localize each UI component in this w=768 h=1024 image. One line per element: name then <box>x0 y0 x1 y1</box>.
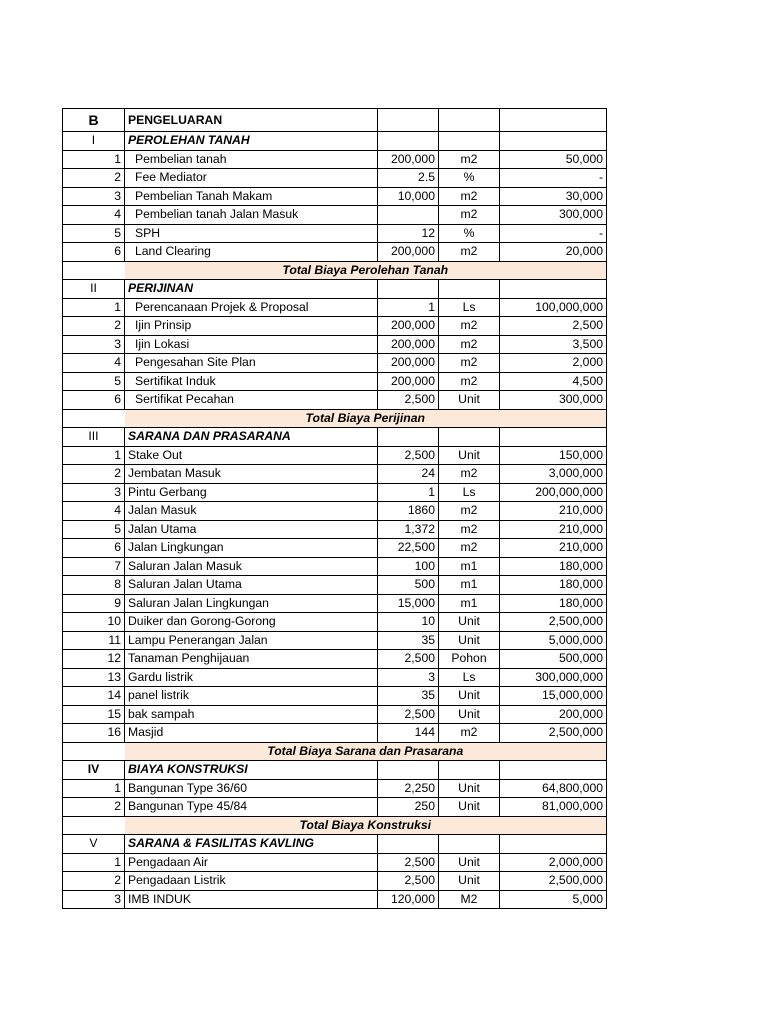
item-name-cell[interactable]: Pembelian tanah <box>125 150 378 169</box>
item-number-cell[interactable]: 7 <box>63 557 125 576</box>
item-price-cell[interactable]: 3,500 <box>500 335 607 354</box>
item-name-cell[interactable]: Ijin Lokasi <box>125 335 378 354</box>
item-price-cell[interactable]: 2,500,000 <box>500 724 607 743</box>
item-unit-cell[interactable]: m2 <box>439 465 500 484</box>
item-price-cell[interactable]: 30,000 <box>500 187 607 206</box>
qty-cell[interactable] <box>378 761 439 780</box>
unit-cell[interactable] <box>439 428 500 447</box>
item-name-cell[interactable]: SPH <box>125 224 378 243</box>
item-price-cell[interactable]: 300,000,000 <box>500 668 607 687</box>
qty-cell[interactable] <box>378 835 439 854</box>
item-name-cell[interactable]: Lampu Penerangan Jalan <box>125 631 378 650</box>
group-title-cell[interactable]: SARANA & FASILITAS KAVLING <box>125 835 378 854</box>
group-roman-cell[interactable]: I <box>63 132 125 151</box>
item-row <box>63 224 607 243</box>
item-number-cell[interactable]: 2 <box>63 465 125 484</box>
item-quantity-cell[interactable]: 2.5 <box>378 169 439 188</box>
item-row <box>63 150 607 169</box>
item-unit-cell[interactable]: m2 <box>439 724 500 743</box>
item-price-cell[interactable]: 3,000,000 <box>500 465 607 484</box>
item-name-cell[interactable]: Pengadaan Air <box>125 853 378 872</box>
item-row <box>63 594 607 613</box>
item-price-cell[interactable]: 100,000,000 <box>500 298 607 317</box>
item-quantity-cell[interactable]: 1 <box>378 483 439 502</box>
group-total-row <box>63 261 607 280</box>
group-roman-cell[interactable]: IV <box>63 761 125 780</box>
item-price-cell[interactable]: 5,000,000 <box>500 631 607 650</box>
item-name-cell[interactable]: Saluran Jalan Masuk <box>125 557 378 576</box>
item-quantity-cell[interactable]: 3 <box>378 668 439 687</box>
item-price-cell[interactable]: 500,000 <box>500 650 607 669</box>
item-name-cell[interactable]: Jalan Utama <box>125 520 378 539</box>
item-name-cell[interactable]: Land Clearing <box>125 243 378 262</box>
item-unit-cell[interactable]: M2 <box>439 890 500 909</box>
item-number-cell[interactable]: 14 <box>63 687 125 706</box>
item-number-cell[interactable]: 4 <box>63 206 125 225</box>
item-row <box>63 354 607 373</box>
item-quantity-cell[interactable]: 2,500 <box>378 446 439 465</box>
item-unit-cell[interactable]: Unit <box>439 446 500 465</box>
item-price-cell[interactable]: 200,000 <box>500 705 607 724</box>
item-unit-cell[interactable]: Unit <box>439 853 500 872</box>
group-total-row <box>63 409 607 428</box>
group-header-row <box>63 835 607 854</box>
item-name-cell[interactable]: Pengesahan Site Plan <box>125 354 378 373</box>
item-unit-cell[interactable]: Ls <box>439 298 500 317</box>
item-row <box>63 502 607 521</box>
item-row <box>63 668 607 687</box>
item-name-cell[interactable]: Perencanaan Projek & Proposal <box>125 298 378 317</box>
qty-cell[interactable] <box>378 280 439 299</box>
item-name-cell[interactable]: Ijin Prinsip <box>125 317 378 336</box>
item-quantity-cell[interactable]: 2,500 <box>378 650 439 669</box>
item-number-cell[interactable]: 6 <box>63 539 125 558</box>
item-name-cell[interactable]: Duiker dan Gorong-Gorong <box>125 613 378 632</box>
group-title-cell[interactable]: BIAYA KONSTRUKSI <box>125 761 378 780</box>
item-unit-cell[interactable]: Unit <box>439 779 500 798</box>
item-name-cell[interactable]: Pembelian Tanah Makam <box>125 187 378 206</box>
item-unit-cell[interactable]: m2 <box>439 335 500 354</box>
item-unit-cell[interactable]: m2 <box>439 317 500 336</box>
item-row <box>63 724 607 743</box>
price-cell[interactable] <box>500 109 607 132</box>
item-row <box>63 465 607 484</box>
item-row <box>63 391 607 410</box>
item-row <box>63 335 607 354</box>
item-row <box>63 206 607 225</box>
section-header-row <box>63 109 607 132</box>
item-price-cell[interactable]: 210,000 <box>500 502 607 521</box>
item-row <box>63 798 607 817</box>
item-quantity-cell[interactable]: 2,500 <box>378 872 439 891</box>
unit-cell[interactable] <box>439 761 500 780</box>
item-quantity-cell[interactable]: 12 <box>378 224 439 243</box>
item-number-cell[interactable]: 3 <box>63 483 125 502</box>
item-number-cell[interactable]: 1 <box>63 779 125 798</box>
item-number-cell[interactable]: 1 <box>63 298 125 317</box>
item-price-cell[interactable]: 200,000,000 <box>500 483 607 502</box>
item-number-cell[interactable]: 1 <box>63 150 125 169</box>
item-quantity-cell[interactable]: 1 <box>378 298 439 317</box>
item-number-cell[interactable]: 12 <box>63 650 125 669</box>
group-total-label[interactable]: Total Biaya Konstruksi <box>125 816 607 835</box>
item-unit-cell[interactable]: m1 <box>439 557 500 576</box>
group-total-label[interactable]: Total Biaya Perolehan Tanah <box>125 261 607 280</box>
item-row <box>63 853 607 872</box>
item-name-cell[interactable]: IMB INDUK <box>125 890 378 909</box>
item-number-cell[interactable]: 5 <box>63 520 125 539</box>
item-name-cell[interactable]: Fee Mediator <box>125 169 378 188</box>
item-number-cell[interactable]: 3 <box>63 890 125 909</box>
item-quantity-cell[interactable]: 200,000 <box>378 243 439 262</box>
item-number-cell[interactable]: 3 <box>63 335 125 354</box>
item-number-cell[interactable]: 1 <box>63 446 125 465</box>
item-price-cell[interactable]: 210,000 <box>500 539 607 558</box>
item-row <box>63 890 607 909</box>
group-title-cell[interactable]: PEROLEHAN TANAH <box>125 132 378 151</box>
item-number-cell[interactable]: 8 <box>63 576 125 595</box>
item-number-cell[interactable]: 2 <box>63 872 125 891</box>
item-name-cell[interactable]: Jalan Lingkungan <box>125 539 378 558</box>
group-title-cell[interactable]: SARANA DAN PRASARANA <box>125 428 378 447</box>
group-header-row <box>63 761 607 780</box>
item-quantity-cell[interactable]: 200,000 <box>378 335 439 354</box>
item-name-cell[interactable]: Stake Out <box>125 446 378 465</box>
item-name-cell[interactable]: Gardu listrik <box>125 668 378 687</box>
item-unit-cell[interactable]: % <box>439 169 500 188</box>
item-quantity-cell[interactable]: 200,000 <box>378 372 439 391</box>
item-number-cell[interactable]: 13 <box>63 668 125 687</box>
item-quantity-cell[interactable]: 200,000 <box>378 317 439 336</box>
item-row <box>63 779 607 798</box>
item-number-cell[interactable]: 6 <box>63 243 125 262</box>
item-name-cell[interactable]: Sertifikat Pecahan <box>125 391 378 410</box>
item-quantity-cell[interactable]: 15,000 <box>378 594 439 613</box>
item-row <box>63 576 607 595</box>
item-name-cell[interactable]: Sertifikat Induk <box>125 372 378 391</box>
item-quantity-cell[interactable]: 10,000 <box>378 187 439 206</box>
item-number-cell[interactable]: 4 <box>63 502 125 521</box>
item-quantity-cell[interactable]: 10 <box>378 613 439 632</box>
item-price-cell[interactable]: 300,000 <box>500 206 607 225</box>
item-number-cell[interactable]: 5 <box>63 224 125 243</box>
price-cell[interactable] <box>500 280 607 299</box>
item-price-cell[interactable]: 20,000 <box>500 243 607 262</box>
item-quantity-cell[interactable]: 35 <box>378 631 439 650</box>
item-row <box>63 483 607 502</box>
item-unit-cell[interactable]: Unit <box>439 687 500 706</box>
group-total-row <box>63 816 607 835</box>
item-price-cell[interactable]: 81,000,000 <box>500 798 607 817</box>
item-unit-cell[interactable]: m1 <box>439 594 500 613</box>
section-code-cell[interactable]: B <box>63 109 125 132</box>
group-header-row <box>63 428 607 447</box>
item-quantity-cell[interactable]: 1,372 <box>378 520 439 539</box>
item-price-cell[interactable]: 180,000 <box>500 557 607 576</box>
item-name-cell[interactable]: Bangunan Type 36/60 <box>125 779 378 798</box>
item-row <box>63 298 607 317</box>
item-quantity-cell[interactable]: 144 <box>378 724 439 743</box>
group-roman-cell[interactable]: V <box>63 835 125 854</box>
section-title-cell[interactable]: PENGELUARAN <box>125 109 378 132</box>
item-price-cell[interactable]: 2,500 <box>500 317 607 336</box>
item-number-cell[interactable]: 2 <box>63 317 125 336</box>
price-cell[interactable] <box>500 428 607 447</box>
item-price-cell[interactable]: 2,500,000 <box>500 613 607 632</box>
price-cell[interactable] <box>500 132 607 151</box>
total-blank-cell[interactable] <box>63 742 125 761</box>
item-quantity-cell[interactable]: 250 <box>378 798 439 817</box>
item-quantity-cell[interactable]: 2,250 <box>378 779 439 798</box>
item-row <box>63 557 607 576</box>
item-name-cell[interactable]: Bangunan Type 45/84 <box>125 798 378 817</box>
item-quantity-cell[interactable]: 1860 <box>378 502 439 521</box>
item-unit-cell[interactable]: % <box>439 224 500 243</box>
item-row <box>63 243 607 262</box>
item-number-cell[interactable]: 2 <box>63 798 125 817</box>
item-row <box>63 372 607 391</box>
item-unit-cell[interactable]: m2 <box>439 150 500 169</box>
unit-cell[interactable] <box>439 132 500 151</box>
item-price-cell[interactable]: 50,000 <box>500 150 607 169</box>
item-unit-cell[interactable]: m1 <box>439 576 500 595</box>
item-unit-cell[interactable]: Unit <box>439 391 500 410</box>
item-name-cell[interactable]: Saluran Jalan Utama <box>125 576 378 595</box>
item-unit-cell[interactable]: Unit <box>439 798 500 817</box>
item-number-cell[interactable]: 6 <box>63 391 125 410</box>
item-number-cell[interactable]: 11 <box>63 631 125 650</box>
item-price-cell[interactable]: - <box>500 169 607 188</box>
item-price-cell[interactable]: 5,000 <box>500 890 607 909</box>
qty-cell[interactable] <box>378 132 439 151</box>
item-number-cell[interactable]: 10 <box>63 613 125 632</box>
item-row <box>63 705 607 724</box>
item-quantity-cell[interactable]: 100 <box>378 557 439 576</box>
item-unit-cell[interactable]: m2 <box>439 520 500 539</box>
item-number-cell[interactable]: 1 <box>63 853 125 872</box>
item-quantity-cell[interactable]: 2,500 <box>378 853 439 872</box>
unit-cell[interactable] <box>439 109 500 132</box>
group-title-cell[interactable]: PERIJINAN <box>125 280 378 299</box>
item-price-cell[interactable]: 2,000,000 <box>500 853 607 872</box>
item-row <box>63 187 607 206</box>
item-quantity-cell[interactable]: 200,000 <box>378 354 439 373</box>
qty-cell[interactable] <box>378 109 439 132</box>
item-number-cell[interactable]: 2 <box>63 169 125 188</box>
group-roman-cell[interactable]: II <box>63 280 125 299</box>
item-quantity-cell[interactable]: 200,000 <box>378 150 439 169</box>
item-number-cell[interactable]: 5 <box>63 372 125 391</box>
item-row <box>63 169 607 188</box>
budget-table-body <box>63 109 607 909</box>
item-name-cell[interactable]: Masjid <box>125 724 378 743</box>
item-row <box>63 650 607 669</box>
item-row <box>63 539 607 558</box>
item-unit-cell[interactable]: m2 <box>439 502 500 521</box>
item-number-cell[interactable]: 4 <box>63 354 125 373</box>
group-header-row <box>63 280 607 299</box>
item-number-cell[interactable]: 15 <box>63 705 125 724</box>
item-name-cell[interactable]: Tanaman Penghijauan <box>125 650 378 669</box>
item-row <box>63 687 607 706</box>
item-price-cell[interactable]: 15,000,000 <box>500 687 607 706</box>
item-price-cell[interactable]: 150,000 <box>500 446 607 465</box>
item-name-cell[interactable]: Pengadaan Listrik <box>125 872 378 891</box>
item-unit-cell[interactable]: Unit <box>439 613 500 632</box>
item-row <box>63 317 607 336</box>
group-header-row <box>63 132 607 151</box>
item-unit-cell[interactable]: Unit <box>439 631 500 650</box>
item-unit-cell[interactable]: m2 <box>439 243 500 262</box>
price-cell[interactable] <box>500 835 607 854</box>
group-total-label[interactable]: Total Biaya Sarana dan Prasarana <box>125 742 607 761</box>
item-row <box>63 520 607 539</box>
item-price-cell[interactable]: 210,000 <box>500 520 607 539</box>
item-price-cell[interactable]: 64,800,000 <box>500 779 607 798</box>
item-number-cell[interactable]: 3 <box>63 187 125 206</box>
item-quantity-cell[interactable] <box>378 206 439 225</box>
item-unit-cell[interactable]: m2 <box>439 187 500 206</box>
item-price-cell[interactable]: 2,500,000 <box>500 872 607 891</box>
item-unit-cell[interactable]: m2 <box>439 206 500 225</box>
item-row <box>63 446 607 465</box>
item-name-cell[interactable]: panel listrik <box>125 687 378 706</box>
item-quantity-cell[interactable]: 24 <box>378 465 439 484</box>
item-unit-cell[interactable]: m2 <box>439 539 500 558</box>
budget-table <box>62 108 607 909</box>
item-unit-cell[interactable]: Pohon <box>439 650 500 669</box>
price-cell[interactable] <box>500 761 607 780</box>
item-price-cell[interactable]: 2,000 <box>500 354 607 373</box>
item-quantity-cell[interactable]: 35 <box>378 687 439 706</box>
item-quantity-cell[interactable]: 500 <box>378 576 439 595</box>
group-roman-cell[interactable]: III <box>63 428 125 447</box>
item-name-cell[interactable]: Pintu Gerbang <box>125 483 378 502</box>
item-row <box>63 613 607 632</box>
item-price-cell[interactable]: - <box>500 224 607 243</box>
item-price-cell[interactable]: 180,000 <box>500 576 607 595</box>
group-total-row <box>63 742 607 761</box>
item-unit-cell[interactable]: m2 <box>439 354 500 373</box>
item-quantity-cell[interactable]: 2,500 <box>378 391 439 410</box>
total-blank-cell[interactable] <box>63 261 125 280</box>
item-unit-cell[interactable]: m2 <box>439 372 500 391</box>
item-row <box>63 872 607 891</box>
qty-cell[interactable] <box>378 428 439 447</box>
item-unit-cell[interactable]: Ls <box>439 483 500 502</box>
item-unit-cell[interactable]: Unit <box>439 705 500 724</box>
group-total-label[interactable]: Total Biaya Perijinan <box>125 409 607 428</box>
item-quantity-cell[interactable]: 120,000 <box>378 890 439 909</box>
item-unit-cell[interactable]: Ls <box>439 668 500 687</box>
total-blank-cell[interactable] <box>63 816 125 835</box>
unit-cell[interactable] <box>439 280 500 299</box>
item-price-cell[interactable]: 180,000 <box>500 594 607 613</box>
item-name-cell[interactable]: Saluran Jalan Lingkungan <box>125 594 378 613</box>
item-name-cell[interactable]: Jembatan Masuk <box>125 465 378 484</box>
unit-cell[interactable] <box>439 835 500 854</box>
item-name-cell[interactable]: Pembelian tanah Jalan Masuk <box>125 206 378 225</box>
item-quantity-cell[interactable]: 22,500 <box>378 539 439 558</box>
total-blank-cell[interactable] <box>63 409 125 428</box>
item-quantity-cell[interactable]: 2,500 <box>378 705 439 724</box>
item-price-cell[interactable]: 4,500 <box>500 372 607 391</box>
item-number-cell[interactable]: 9 <box>63 594 125 613</box>
item-name-cell[interactable]: bak sampah <box>125 705 378 724</box>
item-unit-cell[interactable]: Unit <box>439 872 500 891</box>
item-row <box>63 631 607 650</box>
item-number-cell[interactable]: 16 <box>63 724 125 743</box>
item-price-cell[interactable]: 300,000 <box>500 391 607 410</box>
item-name-cell[interactable]: Jalan Masuk <box>125 502 378 521</box>
